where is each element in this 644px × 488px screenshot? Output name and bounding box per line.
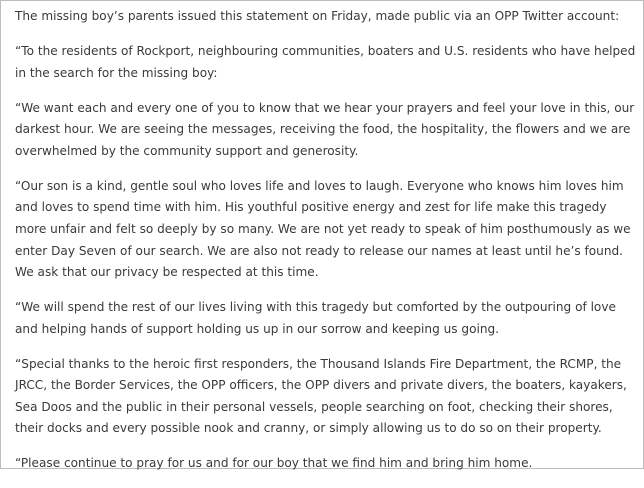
statement-paragraph-closing: “Please continue to pray for us and for our boy that we find him and bring him home. <box>15 456 533 471</box>
intro-paragraph: The missing boy’s parents issued this statement on Friday, made public via an OPP Twitter account: <box>15 9 620 23</box>
statement-paragraph-son: “Our son is a kind, gentle soul who loves life and loves to laugh. Everyone who knows him loves him and loves to spend time with him. His youthful positive energy and zest for life make this tragedy more unfair and felt so deeply by so many. We are not yet ready to speak of him posthumously as we enter Day Seven of our search. We are also not ready to release our names at least until he’s found. We ask that our privacy be respected at this time. <box>15 178 631 280</box>
statement-paragraph-comfort: “We will spend the rest of our lives living with this tragedy but comforted by the outpouring of love and helping hands of support holding us up in our sorrow and keeping us going. <box>15 300 616 336</box>
statement-paragraph-thanks: “Special thanks to the heroic first responders, the Thousand Islands Fire Department, the RCMP, the JRCC, the Border Services, the OPP officers, the OPP divers and private divers, the boaters, kayakers, Sea Doos and the public in their personal vessels, people searching on foot, checking their shores, their docks and every possible nook and cranny, or simply allowing us to do so on their property. <box>15 356 627 436</box>
article-body <box>15 6 639 488</box>
statement-greeting: “To the residents of Rockport, neighbouring communities, boaters and U.S. residents who have helped in the search for the missing boy: <box>15 43 636 80</box>
statement-paragraph-prayers: “We want each and every one of you to know that we hear your prayers and feel your love in this, our darkest hour. We are seeing the messages, receiving the food, the hospitality, the flowers and we are overwhelmed by the community support and generosity. <box>15 100 635 158</box>
